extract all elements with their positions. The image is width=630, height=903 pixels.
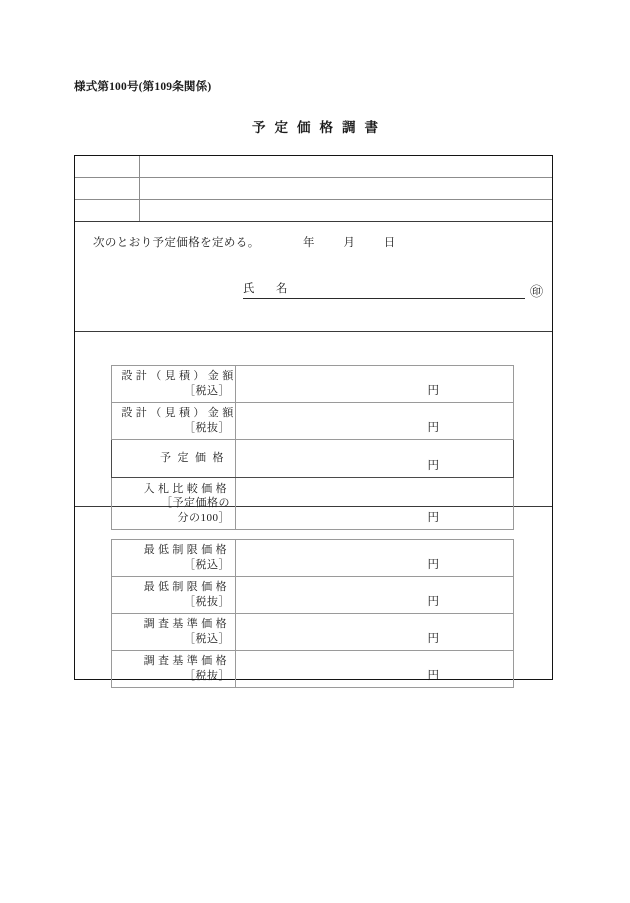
- table-row: [75, 200, 552, 222]
- price-label-sub2: 分の100］: [177, 511, 230, 524]
- price-table: [111, 365, 514, 530]
- identification-value-cell-2[interactable]: [140, 178, 553, 200]
- seal-stamp-icon: ㊞: [529, 284, 543, 299]
- limit-row-label-standard-excl-tax: [112, 651, 236, 688]
- price-section: [75, 332, 552, 524]
- limit-label-sub: ［税抜］: [184, 596, 230, 608]
- limit-label-sub: ［税抜］: [184, 670, 230, 682]
- limit-label-main: 最低制限価格: [143, 544, 230, 557]
- limit-row-label-minimum-excl-tax: [112, 577, 236, 614]
- table-row: [112, 366, 514, 403]
- limit-row-label-minimum-incl-tax: [112, 540, 236, 577]
- date-day-label[interactable]: 日: [383, 237, 396, 249]
- statement-block: [75, 220, 552, 332]
- price-label-main: 設計（見積）金額: [121, 407, 237, 420]
- currency-unit: 円: [427, 632, 439, 645]
- price-row-value-design-incl-tax[interactable]: [236, 366, 514, 403]
- table-row: [75, 156, 552, 178]
- currency-unit: 円: [427, 669, 439, 682]
- table-row: [112, 614, 514, 651]
- currency-unit: 円: [427, 459, 439, 472]
- limit-label-sub: ［税込］: [184, 633, 230, 645]
- limit-row-value-minimum-excl-tax[interactable]: [236, 577, 514, 614]
- date-line: [303, 234, 395, 250]
- limit-label-main: 調査基準価格: [143, 655, 230, 668]
- identification-label-cell-1[interactable]: [75, 156, 140, 178]
- price-label-main: 入札比較価格: [143, 482, 230, 495]
- table-row: [112, 577, 514, 614]
- limit-label-main: 調査基準価格: [143, 618, 230, 631]
- price-row-label-design-excl-tax: [112, 403, 236, 440]
- date-year-label[interactable]: 年: [303, 237, 315, 249]
- limit-label-sub: ［税込］: [184, 559, 230, 571]
- limit-row-value-standard-incl-tax[interactable]: [236, 614, 514, 651]
- price-label-main: 予定価格: [160, 452, 230, 465]
- table-row: [112, 540, 514, 577]
- table-row: [112, 440, 514, 478]
- table-row: [112, 651, 514, 688]
- currency-unit: 円: [427, 384, 439, 397]
- limit-row-value-minimum-incl-tax[interactable]: [236, 540, 514, 577]
- currency-unit: 円: [427, 421, 439, 434]
- document-frame: [74, 155, 553, 680]
- identification-value-cell-1[interactable]: [140, 156, 553, 178]
- identification-label-cell-2[interactable]: [75, 178, 140, 200]
- name-input-line[interactable]: [297, 283, 525, 299]
- limit-table: [111, 539, 514, 688]
- price-label-main: 設計（見積）金額: [121, 370, 237, 383]
- table-row: [75, 178, 552, 200]
- limit-section: [75, 507, 552, 682]
- table-row: [112, 403, 514, 440]
- limit-row-value-standard-excl-tax[interactable]: [236, 651, 514, 688]
- form-number: 様式第100号(第109条関係): [74, 81, 212, 93]
- price-label-sub: ［予定価格の: [161, 497, 230, 510]
- price-row-label-design-incl-tax: [112, 366, 236, 403]
- currency-unit: 円: [427, 511, 439, 524]
- name-label: 氏 名: [243, 280, 297, 299]
- date-month-label[interactable]: 月: [343, 237, 355, 249]
- price-row-value-estimated-price[interactable]: [236, 440, 514, 478]
- currency-unit: 円: [427, 595, 439, 608]
- limit-label-main: 最低制限価格: [143, 581, 230, 594]
- price-row-label-estimated-price: [112, 440, 236, 478]
- statement-text: 次のとおり予定価格を定める。: [93, 237, 260, 249]
- signature-row: [243, 280, 543, 299]
- identification-value-cell-3[interactable]: [140, 200, 553, 222]
- identification-label-cell-3[interactable]: [75, 200, 140, 222]
- currency-unit: 円: [427, 558, 439, 571]
- price-row-value-design-excl-tax[interactable]: [236, 403, 514, 440]
- identification-table: [75, 156, 552, 222]
- page-title: 予定価格調書: [252, 120, 387, 135]
- price-label-sub: ［税抜］: [184, 422, 230, 434]
- price-label-sub: ［税込］: [184, 385, 230, 397]
- limit-row-label-standard-incl-tax: [112, 614, 236, 651]
